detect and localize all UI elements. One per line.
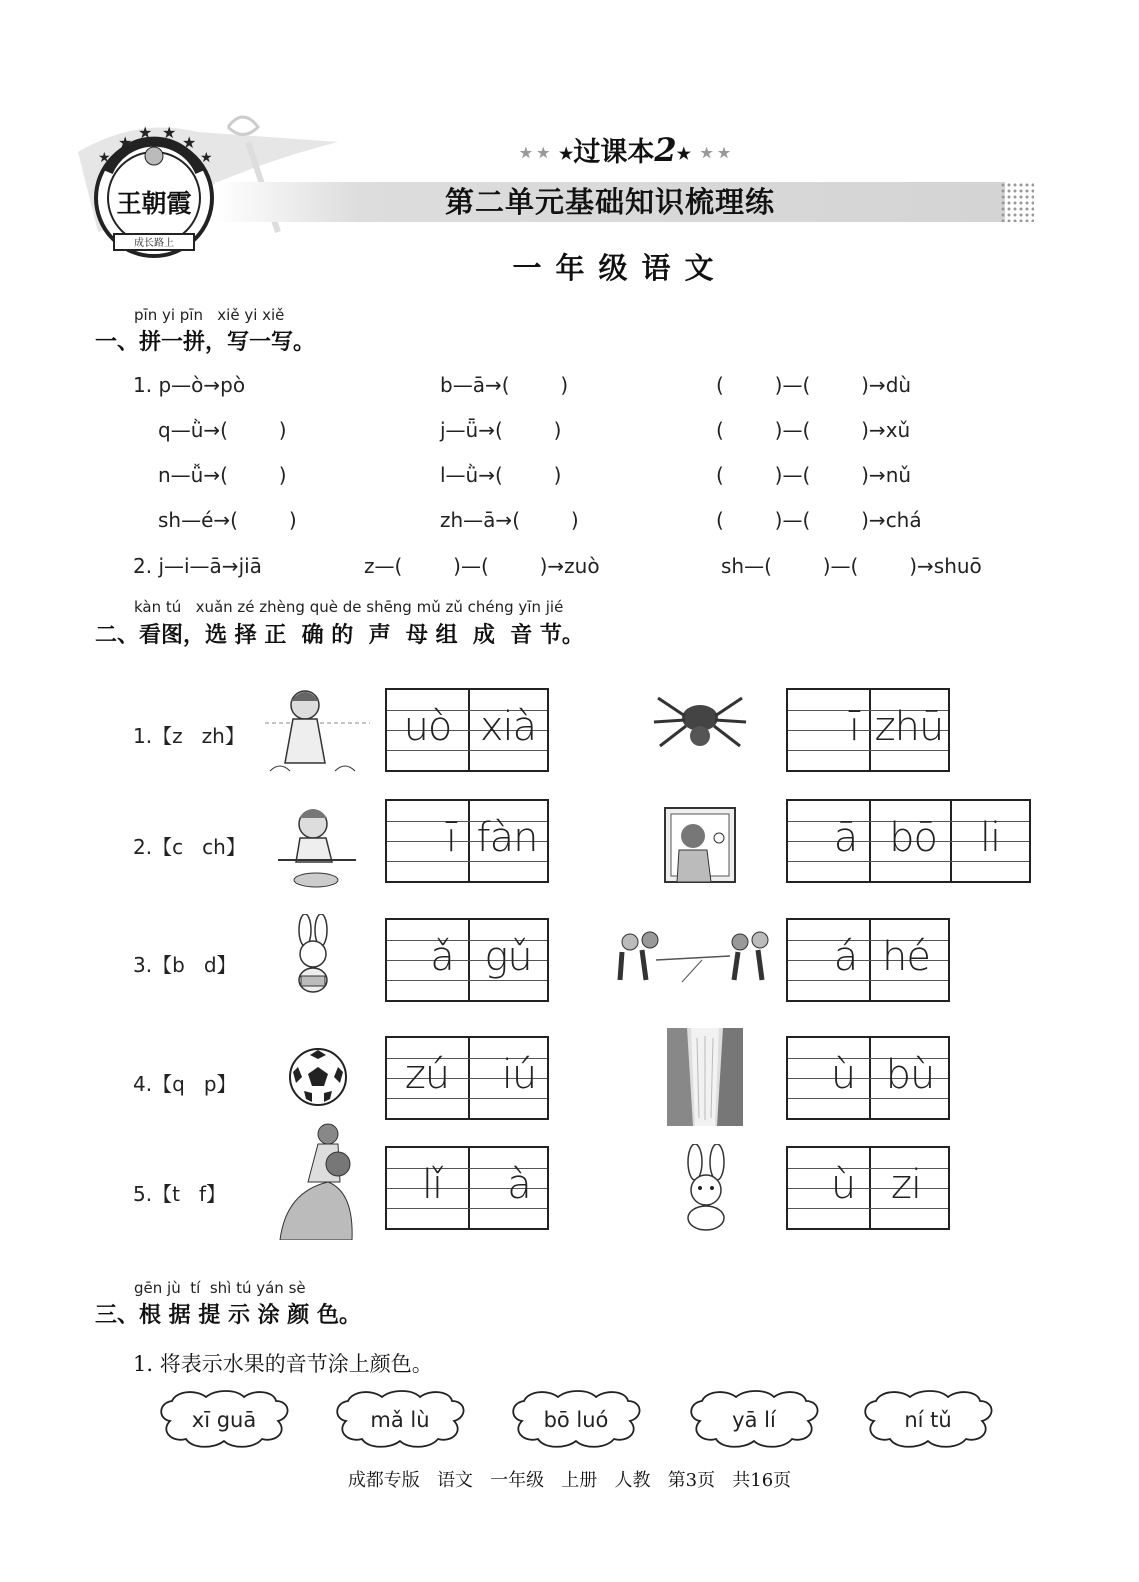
syllable-4b-1: ù bbox=[830, 1052, 856, 1098]
syllable-1a-2: xià bbox=[479, 704, 537, 750]
cloud-xigua[interactable] bbox=[161, 1391, 287, 1447]
syllable-1b-1: ī bbox=[848, 704, 859, 750]
cloud-row bbox=[150, 1385, 1010, 1455]
item2-options: 2.【c ch】 bbox=[133, 835, 246, 859]
s1-r4-c1[interactable]: sh—é→( ) bbox=[158, 508, 297, 532]
s1-r2-c1[interactable]: q—ǜ→( ) bbox=[158, 418, 287, 442]
svg-text:★: ★ bbox=[118, 133, 133, 152]
syllable-2b-3: li bbox=[979, 815, 1001, 861]
writing-grid-4b[interactable] bbox=[786, 1036, 950, 1120]
s1-r3-c1[interactable]: n—ǚ→( ) bbox=[158, 463, 287, 487]
section1-pinyin: pīn yi pīn xiě yi xiě bbox=[134, 306, 285, 324]
syllable-3b-1: á bbox=[833, 934, 858, 980]
syllable-3b-2: hé bbox=[882, 934, 930, 980]
boy-eating-picture bbox=[278, 802, 358, 896]
section3-pinyin: gēn jù tí shì tú yán sè bbox=[134, 1279, 306, 1297]
section1-heading: 一、拼一拼，写一写。 bbox=[95, 330, 316, 355]
section2-pinyin: kàn tú xuǎn zé zhèng què de shēng mǔ zǔ chéng yīn jié bbox=[134, 598, 564, 616]
writing-grid-2b[interactable] bbox=[786, 799, 1031, 883]
syllable-5b-2: zi bbox=[890, 1162, 922, 1208]
syllable-2a-2: fàn bbox=[476, 815, 538, 861]
syllable-1a-1: uò bbox=[403, 704, 452, 750]
banner-pattern bbox=[1000, 182, 1034, 222]
syllable-4a-1: zú bbox=[404, 1052, 450, 1098]
page-footer: 成都专版 语文 一年级 上册 人教 第3页 共16页 bbox=[347, 1470, 792, 1491]
subject-title: 一年级语文 bbox=[512, 251, 728, 285]
series-label: ★ ★ ★过课本2★ ★ ★ bbox=[519, 131, 731, 169]
s1-row2-c2[interactable]: z—( )—( )→zuò bbox=[364, 554, 600, 578]
syllable-4a-2: iú bbox=[501, 1052, 537, 1098]
writing-grid-3b[interactable] bbox=[786, 918, 950, 1002]
syllable-3a-1: ǎ bbox=[430, 934, 454, 980]
item5-options: 5.【t f】 bbox=[133, 1182, 227, 1206]
cloud-yali[interactable] bbox=[691, 1391, 817, 1447]
writing-grid-3a[interactable] bbox=[385, 918, 549, 1002]
item3-options: 3.【b d】 bbox=[133, 953, 237, 977]
s1-r3-c2[interactable]: l—ǜ→( ) bbox=[440, 463, 562, 487]
girl-scared-picture bbox=[265, 683, 375, 782]
cloud-boluo[interactable] bbox=[513, 1391, 639, 1447]
syllable-5b-1: ù bbox=[830, 1162, 856, 1208]
writing-grid-5a[interactable] bbox=[385, 1146, 549, 1230]
syllable-1b-2: zhū bbox=[874, 704, 944, 750]
syllable-2b-2: bō bbox=[889, 815, 937, 861]
spider-picture bbox=[650, 688, 750, 762]
syllable-3a-2: gǔ bbox=[484, 934, 532, 980]
cloud-text-5: ní tǔ bbox=[904, 1408, 952, 1432]
svg-text:★: ★ bbox=[98, 150, 111, 166]
svg-text:★: ★ bbox=[138, 123, 153, 142]
s1-r1-c2[interactable]: b—ā→( ) bbox=[440, 373, 569, 397]
syllable-5a-1: lǐ bbox=[421, 1162, 443, 1208]
section2-heading: 二、看图，选 择 正 确 的 声 母 组 成 音 节。 bbox=[95, 623, 584, 648]
writing-grid-1b[interactable] bbox=[786, 688, 950, 772]
tug-of-war-picture bbox=[612, 930, 777, 994]
item4-options: 4.【q p】 bbox=[133, 1072, 237, 1096]
writing-grid-4a[interactable] bbox=[385, 1036, 549, 1120]
s1-r4-c3[interactable]: ( )—( )→chá bbox=[716, 508, 922, 532]
waterfall-picture bbox=[667, 1028, 743, 1130]
writing-grid-5b[interactable] bbox=[786, 1146, 950, 1230]
section3-heading: 三、根 据 提 示 涂 颜 色。 bbox=[95, 1303, 361, 1328]
s1-r3-c3[interactable]: ( )—( )→nǔ bbox=[716, 463, 912, 487]
syllable-5a-2: à bbox=[507, 1162, 531, 1208]
s1-row2-c1: 2. j—i—ā→jiā bbox=[133, 554, 262, 578]
svg-text:★: ★ bbox=[182, 133, 197, 152]
svg-text:成长路上: 成长路上 bbox=[134, 238, 174, 249]
s1-r2-c3[interactable]: ( )—( )→xǔ bbox=[716, 418, 911, 442]
cloud-text-1: xī guā bbox=[191, 1408, 257, 1432]
cloud-malu[interactable] bbox=[337, 1391, 463, 1447]
cloud-nitu[interactable] bbox=[865, 1391, 991, 1447]
window-cleaning-picture bbox=[663, 806, 738, 890]
haircut-picture bbox=[278, 1122, 358, 1244]
rabbit-picture bbox=[675, 1144, 737, 1236]
svg-text:★: ★ bbox=[200, 150, 213, 166]
s1-row2-c3[interactable]: sh—( )—( )→shuō bbox=[721, 554, 982, 578]
writing-grid-2a[interactable] bbox=[385, 799, 549, 883]
writing-grid-1a[interactable] bbox=[385, 688, 549, 772]
syllable-2b-1: ā bbox=[833, 815, 858, 861]
rabbit-drum-picture bbox=[283, 914, 343, 1003]
football-picture bbox=[288, 1047, 348, 1111]
svg-text:★: ★ bbox=[162, 123, 177, 142]
cloud-text-2: mǎ lù bbox=[370, 1408, 430, 1432]
s1-r1-c3[interactable]: ( )—( )→dù bbox=[716, 373, 912, 397]
syllable-4b-2: bù bbox=[885, 1052, 935, 1098]
item1-options: 1.【z zh】 bbox=[133, 724, 245, 748]
cloud-text-3: bō luó bbox=[543, 1408, 609, 1432]
s1-r1-c1: 1. p—ò→pò bbox=[133, 373, 246, 397]
syllable-2a-1: ī bbox=[445, 815, 456, 861]
page-title: 第二单元基础知识梳理练 bbox=[444, 185, 775, 219]
cloud-text-4: yā lí bbox=[732, 1408, 776, 1432]
s1-r2-c2[interactable]: j—ǖ→( ) bbox=[440, 418, 562, 442]
logo-text: 王朝霞 bbox=[116, 189, 192, 218]
s1-r4-c2[interactable]: zh—ā→( ) bbox=[440, 508, 579, 532]
section3-instruction: 1. 将表示水果的音节涂上颜色。 bbox=[133, 1352, 433, 1376]
